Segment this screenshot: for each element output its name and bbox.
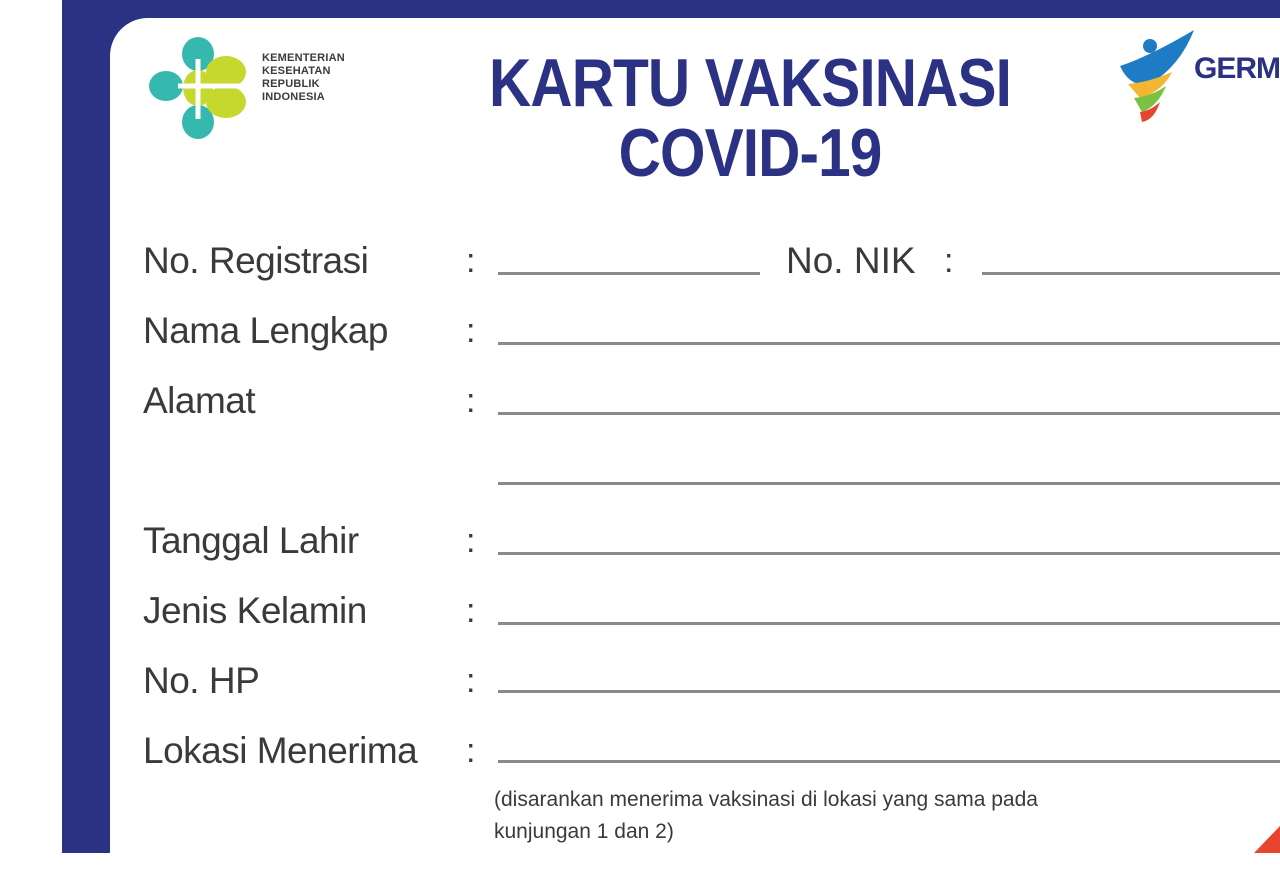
kemenkes-line: KEMENTERIAN <box>262 52 345 64</box>
alamat-field-line-2[interactable] <box>498 482 1280 485</box>
kemenkes-line: INDONESIA <box>262 91 325 103</box>
title-line-1: KARTU VAKSINASI <box>488 45 1012 121</box>
nama-lengkap-field[interactable] <box>498 342 1280 345</box>
no-nik-field[interactable] <box>982 272 1280 275</box>
alamat-field-line-1[interactable] <box>498 412 1280 415</box>
tanggal-lahir-field[interactable] <box>498 552 1280 555</box>
kemenkes-text <box>262 52 392 104</box>
location-note: (disarankan menerima vaksinasi di lokasi yang sama pada kunjungan 1 dan 2) <box>494 788 1038 843</box>
no-hp-field[interactable] <box>498 690 1280 693</box>
colon: : <box>466 242 476 280</box>
germas-logo-icon <box>1110 26 1200 126</box>
lokasi-menerima-label: Lokasi Menerima <box>143 730 418 771</box>
nama-lengkap-label: Nama Lengkap <box>143 310 388 351</box>
colon: : <box>466 592 476 630</box>
no-registrasi-label: No. Registrasi <box>143 240 369 281</box>
no-registrasi-field[interactable] <box>498 272 760 275</box>
lokasi-menerima-field[interactable] <box>498 760 1280 763</box>
title-line-2: COVID-19 <box>618 115 882 191</box>
jenis-kelamin-label: Jenis Kelamin <box>143 590 367 631</box>
colon: : <box>466 522 476 560</box>
kemenkes-line: REPUBLIK <box>262 78 320 90</box>
no-nik-label: No. NIK <box>786 240 916 281</box>
tanggal-lahir-label: Tanggal Lahir <box>143 520 359 561</box>
jenis-kelamin-field[interactable] <box>498 622 1280 625</box>
kemenkes-line: KESEHATAN <box>262 65 331 77</box>
colon: : <box>944 242 954 280</box>
colon: : <box>466 732 476 770</box>
colon: : <box>466 662 476 700</box>
colon: : <box>466 312 476 350</box>
corner-decoration <box>1250 826 1280 853</box>
colon: : <box>466 382 476 420</box>
card-title <box>440 45 1060 191</box>
germas-text: GERM <box>1194 52 1280 85</box>
no-hp-label: No. HP <box>143 660 260 701</box>
kemenkes-logo-icon <box>148 34 248 144</box>
alamat-label: Alamat <box>143 380 256 421</box>
